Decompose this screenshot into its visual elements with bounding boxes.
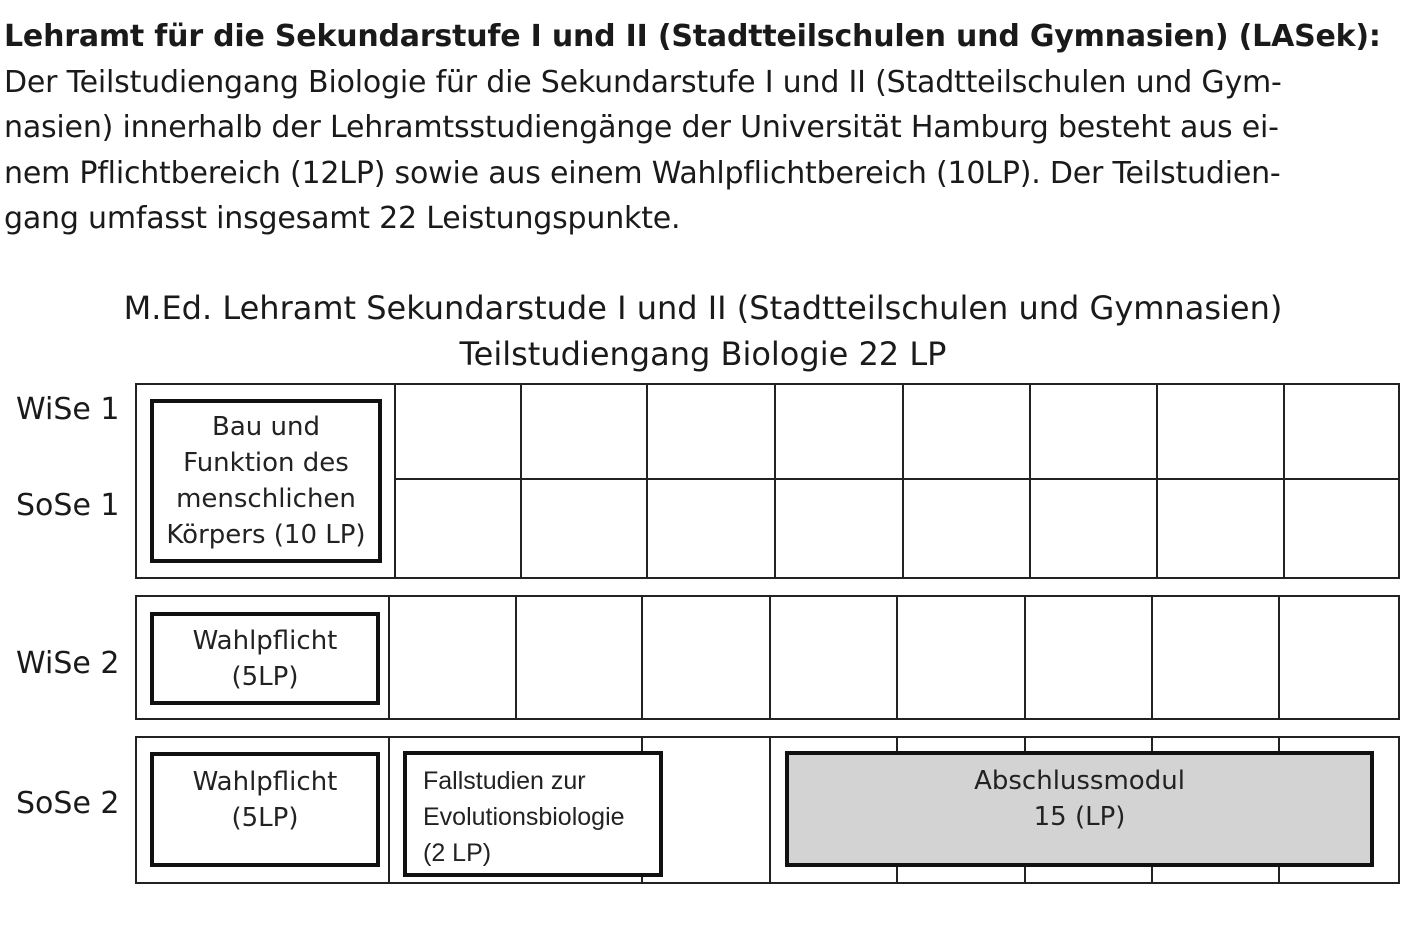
grid-line — [896, 595, 898, 720]
grid-line — [394, 478, 1400, 480]
module-bau-und-funktion — [150, 399, 382, 563]
module-text: (5LP) — [231, 803, 299, 833]
grid-line — [1278, 595, 1280, 720]
grid-line — [394, 383, 396, 579]
grid-line — [1029, 383, 1031, 579]
grid-line — [1024, 595, 1026, 720]
intro-heading: Lehramt für die Sekundarstufe I und II (Stadtteilschulen und Gymnasien) (LASek): — [4, 19, 1381, 54]
grid-line — [1283, 383, 1285, 579]
module-text: menschlichen — [176, 484, 356, 514]
grid-line — [388, 736, 390, 884]
grid-line — [1151, 595, 1153, 720]
intro-body — [4, 60, 1400, 242]
grid-line — [1156, 383, 1158, 579]
grid-line — [769, 736, 771, 884]
semester-label-wise2: WiSe 2 — [16, 646, 120, 681]
module-text: Evolutionsbiologie — [423, 803, 625, 831]
intro-paragraph — [4, 14, 1400, 242]
grid-line — [515, 595, 517, 720]
grid-line — [388, 595, 390, 720]
grid-line — [902, 383, 904, 579]
grid-line — [641, 595, 643, 720]
diagram-subtitle: Teilstudiengang Biologie 22 LP — [459, 335, 947, 373]
semester-label-sose2: SoSe 2 — [16, 786, 120, 821]
module-abschlussmodul — [785, 751, 1374, 867]
module-text: Körpers (10 LP) — [166, 520, 366, 550]
module-text: Wahlpflicht — [192, 767, 338, 797]
module-text: (2 LP) — [423, 839, 492, 867]
intro-line: Der Teilstudiengang Biologie für die Sekundarstufe I und II (Stadtteilschulen und Gym- — [4, 64, 1282, 100]
intro-line: gang umfasst insgesamt 22 Leistungspunkte. — [4, 201, 681, 236]
module-text: Bau und — [212, 412, 320, 442]
grid-line — [769, 595, 771, 720]
intro-line: nem Pflichtbereich (12LP) sowie aus einem Wahlpflichtbereich (10LP). Der Teilstudien- — [4, 155, 1281, 191]
module-wahlpflicht-sose2 — [150, 752, 380, 867]
module-fallstudien-evolutionsbiologie — [403, 751, 663, 877]
module-text: Funktion des — [183, 448, 349, 478]
grid-line — [774, 383, 776, 579]
module-text: Fallstudien zur — [423, 767, 586, 795]
module-text: Wahlpflicht — [192, 625, 338, 656]
diagram-title: M.Ed. Lehramt Sekundarstude I und II (Stadtteilschulen und Gymnasien) — [123, 289, 1283, 327]
module-text: 15 (LP) — [1033, 802, 1126, 832]
module-text: (5LP) — [231, 661, 299, 692]
module-text: Abschlussmodul — [974, 766, 1185, 796]
semester-label-wise1: WiSe 1 — [16, 392, 120, 427]
module-wahlpflicht-wise2 — [150, 612, 380, 705]
semester-label-sose1: SoSe 1 — [16, 488, 120, 523]
grid-line — [520, 383, 522, 579]
grid-line — [646, 383, 648, 579]
intro-line: nasien) innerhalb der Lehramtsstudiengänge der Universität Hamburg besteht aus ei- — [4, 110, 1279, 145]
